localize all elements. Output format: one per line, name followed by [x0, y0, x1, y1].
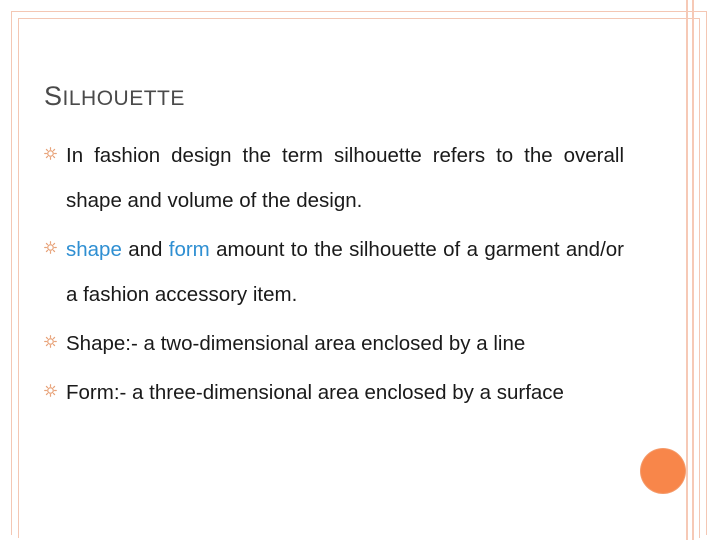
sun-bullet-icon	[44, 147, 57, 160]
list-item	[44, 227, 624, 317]
bullet-text-mid: and	[121, 238, 169, 261]
list-item	[44, 133, 624, 223]
decor-vertical-line	[686, 0, 688, 540]
keyword-shape: shape	[66, 238, 122, 261]
slide-title	[44, 76, 185, 113]
slide-title-initial: S	[44, 81, 63, 111]
decor-vertical-line	[692, 0, 694, 540]
orange-circle-decoration	[641, 449, 685, 493]
sun-bullet-icon	[44, 241, 57, 254]
bullet-text: In fashion design the term silhouette refers to the overall shape and volume of the design.	[66, 144, 624, 212]
sun-bullet-icon	[44, 384, 57, 397]
bullet-text: amount to the silhouette of a garment and/or a fashion accessory item.	[66, 238, 624, 306]
bullet-text: Form:- a three-dimensional area enclosed by a surface	[66, 381, 564, 404]
bullet-text: Shape:- a two-dimensional area enclosed by a line	[66, 332, 526, 355]
sun-bullet-icon	[44, 335, 57, 348]
list-item	[44, 321, 624, 366]
bullet-list	[44, 140, 624, 415]
slide-title-rest: ILHOUETTE	[62, 87, 185, 110]
keyword-form: form	[168, 238, 210, 261]
list-item	[44, 370, 624, 415]
